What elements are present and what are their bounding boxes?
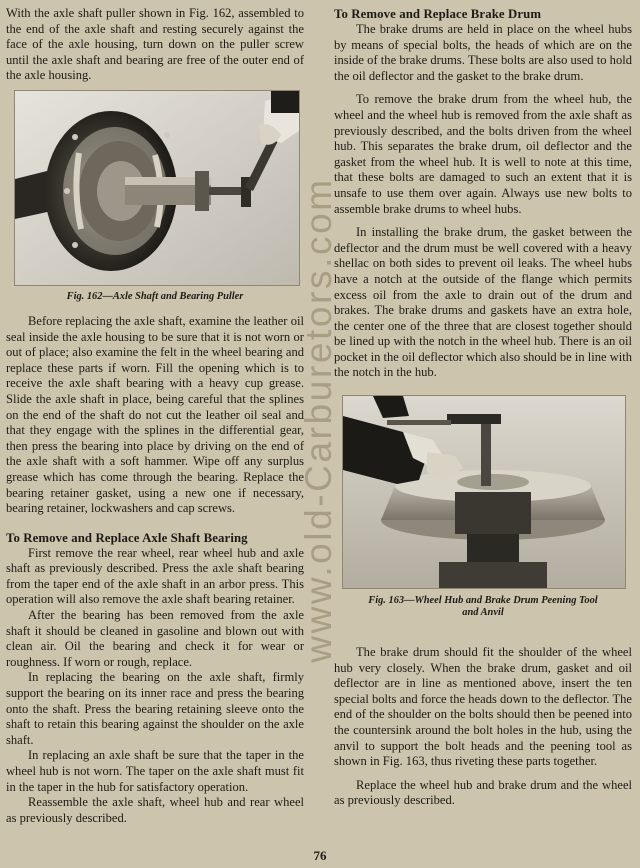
- paragraph-before-replacing: Before replacing the axle shaft, examine the leather oil seal inside the axle housing to be sure that it is not worn or out of place; also examine the felt in the wheel bearing and replace these parts if worn. Fill the opening which is to receive the axle shaft bearing with a heavy cup grease. Slide the axle shaft in place, being careful that the splines on the end of the shaft do not cut the leather oil seal and that they engage with the splines in the differential gear, then press the bearing into place by driving on the end of the axle shaft with a soft hammer. Wipe off any surplus grease which has come through the bearing. Replace the bearing retainer gasket, using a new one if necessary, bearing retainer, lockwashers and cap screws.: [6, 313, 304, 516]
- heading-axle-shaft-bearing: To Remove and Replace Axle Shaft Bearing: [6, 530, 248, 545]
- paragraph-after-bearing: After the bearing has been removed from the axle shaft it should be cleaned in gasoline and blown out with clean air. Oil the bearing and check it for wear or roughness. If worn or rough, replace.: [6, 608, 304, 669]
- axle-puller-illustration: [15, 91, 299, 285]
- left-column: [6, 6, 304, 826]
- right-column: [334, 6, 632, 809]
- paragraph-replace-hub: Replace the wheel hub and brake drum and the wheel as previously described.: [334, 777, 632, 808]
- paragraph-brake-drums-held: The brake drums are held in place on the wheel hubs by means of special bolts, the heads of which are on the inside of the brake drums. These bolts are also used to hold the oil deflector and the gasket to the brake drum.: [334, 22, 632, 83]
- paragraph-in-installing: In installing the brake drum, the gasket between the deflector and the drum must be well covered with a heavy shellac on both sides to prevent oil leaks. The wheel hubs have a notch at the outside of the flange which permits excess oil from the axle to drain out of the drum and brakes. The brake drums and gaskets have an extra hole, the center one of the three that are closest together should be lined up with the notch in the wheel hub. There is an oil pocket in the oil deflector which also should be in line with the notch in the hub.: [334, 225, 632, 380]
- paragraph-in-replacing-shaft: In replacing an axle shaft be sure that the taper in the wheel hub is not worn. The taper on the axle shaft must fit in the taper in the hub for satisfactory operation.: [6, 748, 304, 794]
- paragraph-first-remove: First remove the rear wheel, rear wheel hub and axle shaft as previously described. Press the axle shaft bearing from the taper end of the axle shaft in an arbor press. This operation will also remove the axle shaft bearing retainer.: [6, 545, 304, 607]
- figure-163-caption: Fig. 163—Wheel Hub and Brake Drum Peening Tool and Anvil: [368, 595, 598, 619]
- paragraph-in-replacing-bearing: In replacing the bearing on the axle shaft, firmly support the bearing on its inner race and press the bearing onto the shaft. Press the bearing retaining sleeve onto the shaft to retain this bearing against the shoulder on the axle shaft.: [6, 670, 304, 747]
- figure-163-photo: [342, 395, 626, 589]
- intro-paragraph: With the axle shaft puller shown in Fig. 162, assembled to the end of the axle shaft and resting securely against the face of the axle housing, turn down on the puller screw until the axle shaft and bearing are free of the outer end of the axle housing.: [6, 6, 304, 83]
- figure-162-photo: [14, 90, 300, 286]
- heading-brake-drum: To Remove and Replace Brake Drum: [334, 7, 542, 21]
- figure-162-caption: Fig. 162—Axle Shaft and Bearing Puller: [66, 290, 244, 302]
- paragraph-reassemble: Reassemble the axle shaft, wheel hub and rear wheel as previously described.: [6, 795, 304, 825]
- paragraph-to-remove: To remove the brake drum from the wheel hub, the wheel and the wheel hub is removed from the axle shaft as previously described, and the bolts driven from the wheel hub. This separates the brake drum, oil deflector and the gasket from the wheel hub. It is well to note at this time, that these bolts are damaged to such an extent that it is unsafe to use them over again. Always use new bolts to assemble brake drums to wheel hubs.: [334, 92, 632, 216]
- watermark: www.old-Carburetors.com: [298, 177, 339, 663]
- page-number: 76: [313, 848, 327, 863]
- paragraph-should-fit: The brake drum should fit the shoulder of the wheel hub very closely. When the brake drum, gasket and oil deflector are in line as mentioned above, insert the ten special bolts and force the heads down to the deflector. The end of the shoulder on the bolts should then be peened into the countersink around the bolt holes in the hub, using the anvil to support the bolt heads and the peening tool as shown in Fig. 163, thus riveting these parts together.: [334, 645, 632, 769]
- figure-163: [334, 395, 632, 619]
- peening-tool-illustration: [343, 396, 625, 588]
- figure-162: [6, 90, 304, 303]
